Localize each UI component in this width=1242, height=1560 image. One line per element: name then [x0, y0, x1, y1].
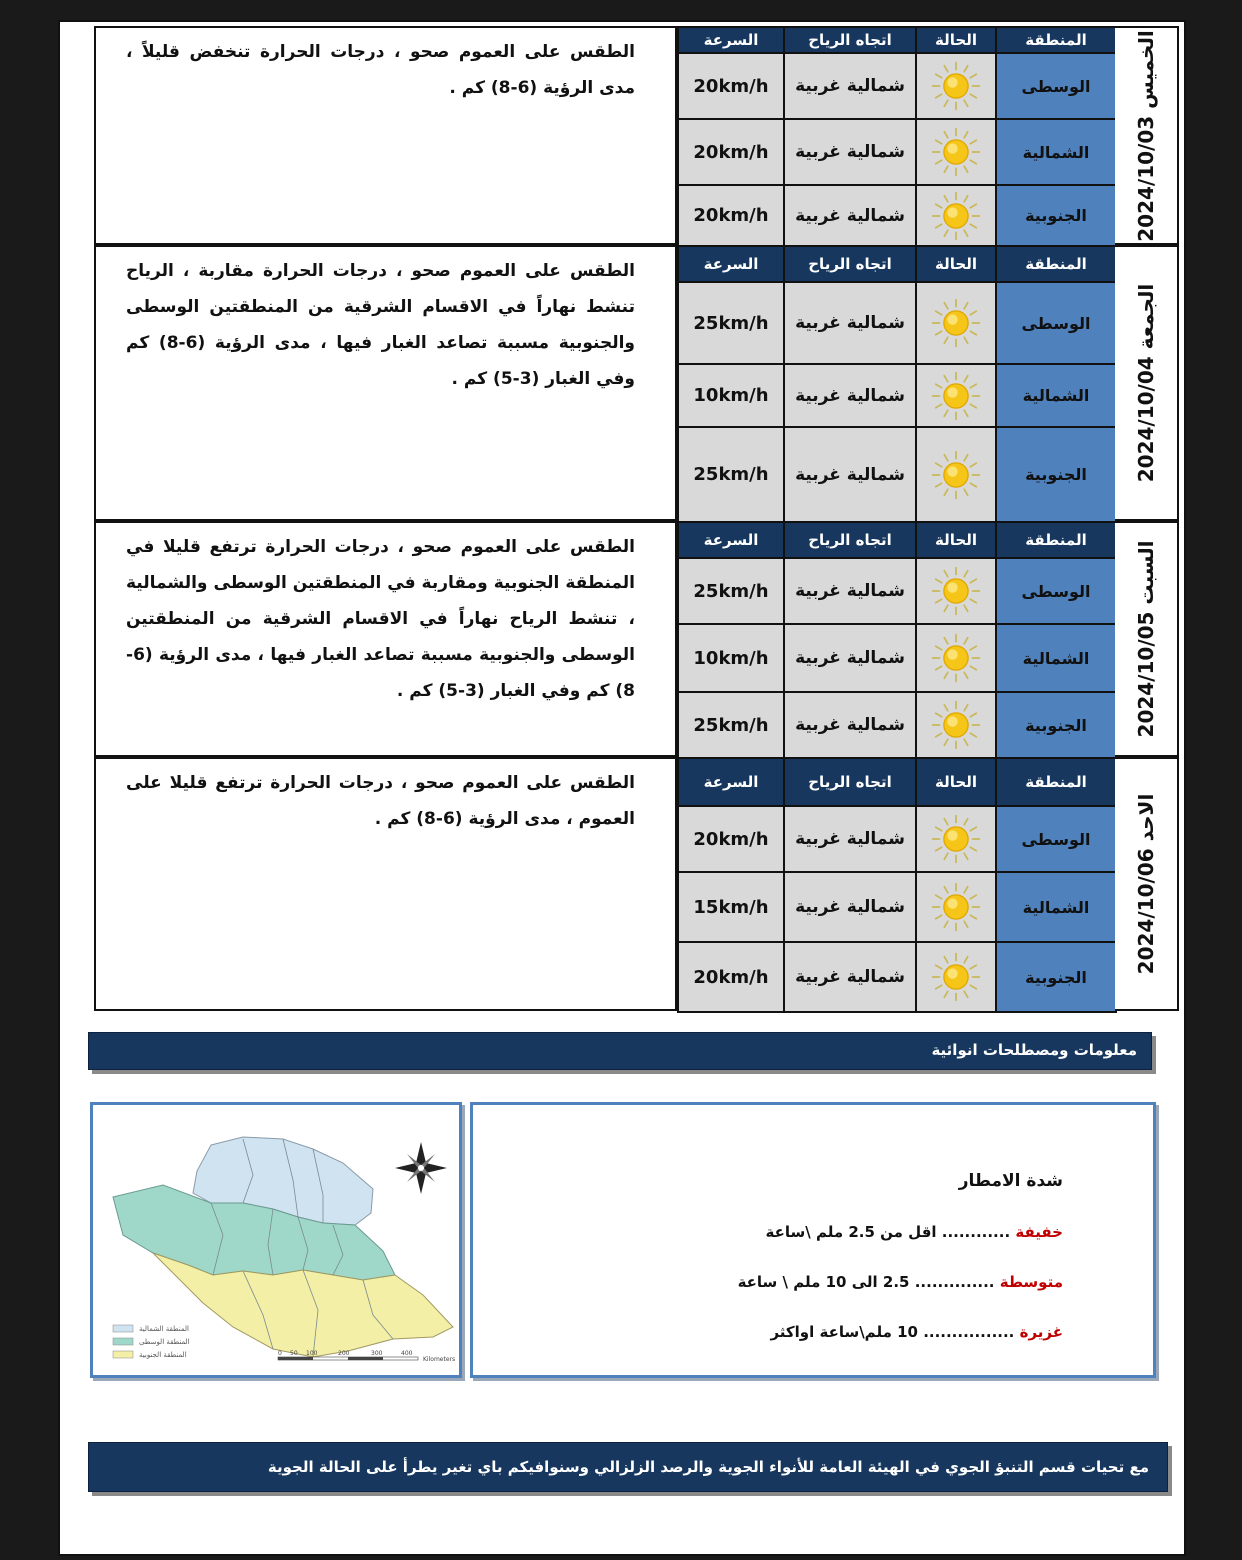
sun-icon	[916, 427, 996, 522]
header-wind-direction: اتجاه الرياح	[784, 758, 916, 806]
day-block	[94, 757, 1181, 1011]
svg-text:0: 0	[278, 1350, 282, 1357]
day-date-label: الجمعة 2024/10/04	[1134, 283, 1158, 483]
wind-direction: شمالية غربية	[784, 282, 916, 364]
header-status: الحالة	[916, 522, 996, 558]
header-region: المنطقة	[996, 27, 1116, 53]
wind-speed: 15km/h	[678, 872, 784, 942]
table-row	[678, 119, 1116, 185]
day-block	[94, 26, 1181, 245]
rain-item-moderate: متوسطة .............. 2.5 الى 10 ملم \ ساعة	[737, 1273, 1063, 1291]
wind-speed: 25km/h	[678, 558, 784, 624]
wind-direction: شمالية غربية	[784, 692, 916, 758]
day-date-label: الاحد 2024/10/06	[1134, 793, 1158, 975]
sun-icon	[916, 624, 996, 692]
wind-speed: 10km/h	[678, 364, 784, 427]
header-status: الحالة	[916, 246, 996, 282]
day-date	[1115, 245, 1179, 521]
sun-icon	[916, 282, 996, 364]
table-row	[678, 282, 1116, 364]
region-north: الشمالية	[996, 119, 1116, 185]
sun-icon	[916, 942, 996, 1012]
day-block	[94, 521, 1181, 757]
table-row	[678, 942, 1116, 1012]
wind-direction: شمالية غربية	[784, 53, 916, 119]
header-status: الحالة	[916, 27, 996, 53]
region-south: الجنوبية	[996, 185, 1116, 246]
wind-direction: شمالية غربية	[784, 806, 916, 872]
sun-icon	[916, 692, 996, 758]
svg-text:100: 100	[306, 1350, 318, 1357]
wind-speed: 25km/h	[678, 427, 784, 522]
day-date	[1115, 757, 1179, 1011]
table-row	[678, 364, 1116, 427]
day-description: الطقس على العموم صحو ، درجات الحرارة ترتفع قليلا في المنطقة الجنوبية ومقاربة في المنطقتين الوسطى والشمالية ، تنشط الرياح نهاراً في الاقسام الشرقية من المنطقتين الوسطى والجنوبية مسببة تصاعد الغبار فيها ، مدى الرؤية (6-8) كم وفي الغبار (3-5) كم .	[94, 521, 677, 757]
day-date	[1115, 521, 1179, 757]
wind-direction: شمالية غربية	[784, 872, 916, 942]
day-description: الطقس على العموم صحو ، درجات الحرارة تنخفض قليلاً ، مدى الرؤية (6-8) كم .	[94, 26, 677, 245]
wind-speed: 10km/h	[678, 624, 784, 692]
region-south: الجنوبية	[996, 427, 1116, 522]
day-date-label: الخميس 2024/10/03	[1134, 29, 1158, 242]
wind-direction: شمالية غربية	[784, 624, 916, 692]
regions-map-panel	[90, 1102, 462, 1378]
sun-icon	[916, 185, 996, 246]
header-region: المنطقة	[996, 522, 1116, 558]
footer-banner	[88, 1442, 1168, 1492]
header-wind-direction: اتجاه الرياح	[784, 27, 916, 53]
header-status: الحالة	[916, 758, 996, 806]
sun-icon	[916, 364, 996, 427]
wind-speed: 25km/h	[678, 692, 784, 758]
wind-speed: 20km/h	[678, 119, 784, 185]
svg-text:200: 200	[338, 1350, 350, 1357]
header-speed: السرعة	[678, 27, 784, 53]
header-wind-direction: اتجاه الرياح	[784, 522, 916, 558]
wind-direction: شمالية غربية	[784, 119, 916, 185]
day-conditions-table	[677, 757, 1117, 1013]
day-block	[94, 245, 1181, 521]
header-speed: السرعة	[678, 758, 784, 806]
wind-speed: 20km/h	[678, 53, 784, 119]
region-central: الوسطى	[996, 282, 1116, 364]
forecast-page	[58, 20, 1186, 1556]
table-row	[678, 806, 1116, 872]
header-region: المنطقة	[996, 758, 1116, 806]
sun-icon	[916, 558, 996, 624]
header-wind-direction: اتجاه الرياح	[784, 246, 916, 282]
svg-text:400: 400	[401, 1350, 413, 1357]
day-conditions-table	[677, 245, 1117, 523]
region-north: الشمالية	[996, 364, 1116, 427]
wind-speed: 20km/h	[678, 185, 784, 246]
map-legend	[113, 1325, 190, 1359]
wind-speed: 20km/h	[678, 806, 784, 872]
sun-icon	[916, 53, 996, 119]
wind-direction: شمالية غربية	[784, 558, 916, 624]
forecast-table	[94, 26, 1181, 1011]
compass-rose-icon	[395, 1142, 447, 1194]
footer-text: مع تحيات قسم التنبؤ الجوي في الهيئة العامة للأنواء الجوية والرصد الزلزالي وسنوافيكم باي تغير يطرأ على الحالة الجوية	[267, 1458, 1149, 1476]
info-section-header	[88, 1032, 1152, 1070]
day-conditions-table	[677, 26, 1117, 247]
legend-north: المنطقة الشمالية	[139, 1325, 189, 1333]
region-north: الشمالية	[996, 624, 1116, 692]
day-conditions-table	[677, 521, 1117, 759]
region-south: الجنوبية	[996, 692, 1116, 758]
day-date	[1115, 26, 1179, 245]
day-date-label: السبت 2024/10/05	[1134, 540, 1158, 738]
day-description: الطقس على العموم صحو ، درجات الحرارة مقاربة ، الرياح تنشط نهاراً في الاقسام الشرقية من المنطقتين الوسطى والجنوبية مسببة تصاعد الغبار فيها ، مدى الرؤية (6-8) كم وفي الغبار (3-5) كم .	[94, 245, 677, 521]
header-region: المنطقة	[996, 246, 1116, 282]
svg-text:Kilometers: Kilometers	[423, 1356, 456, 1363]
wind-direction: شمالية غربية	[784, 942, 916, 1012]
sun-icon	[916, 806, 996, 872]
rain-intensity-panel	[470, 1102, 1156, 1378]
header-speed: السرعة	[678, 246, 784, 282]
table-row	[678, 53, 1116, 119]
rain-item-light: خفيفة ............ اقل من 2.5 ملم \ساعة	[765, 1223, 1063, 1241]
iraq-regions-map-icon	[93, 1105, 459, 1375]
table-row	[678, 872, 1116, 942]
sun-icon	[916, 119, 996, 185]
header-speed: السرعة	[678, 522, 784, 558]
rain-item-heavy: غزيرة ................ 10 ملم\ساعة اواكثر	[770, 1323, 1063, 1341]
table-row	[678, 558, 1116, 624]
wind-direction: شمالية غربية	[784, 427, 916, 522]
wind-direction: شمالية غربية	[784, 185, 916, 246]
rain-intensity-title: شدة الامطار	[958, 1171, 1063, 1191]
region-north: الشمالية	[996, 872, 1116, 942]
sun-icon	[916, 872, 996, 942]
legend-central: المنطقة الوسطى	[139, 1338, 190, 1346]
region-south: الجنوبية	[996, 942, 1116, 1012]
table-row	[678, 185, 1116, 246]
svg-text:50: 50	[290, 1350, 298, 1357]
table-row	[678, 624, 1116, 692]
svg-text:300: 300	[371, 1350, 383, 1357]
region-central: الوسطى	[996, 806, 1116, 872]
table-row	[678, 692, 1116, 758]
info-section-title: معلومات ومصطلحات انوائية	[931, 1041, 1137, 1059]
region-central: الوسطى	[996, 558, 1116, 624]
table-row	[678, 427, 1116, 522]
region-central: الوسطى	[996, 53, 1116, 119]
wind-direction: شمالية غربية	[784, 364, 916, 427]
wind-speed: 25km/h	[678, 282, 784, 364]
legend-south: المنطقة الجنوبية	[139, 1351, 187, 1359]
day-description: الطقس على العموم صحو ، درجات الحرارة ترتفع قليلا على العموم ، مدى الرؤية (6-8) كم .	[94, 757, 677, 1011]
wind-speed: 20km/h	[678, 942, 784, 1012]
